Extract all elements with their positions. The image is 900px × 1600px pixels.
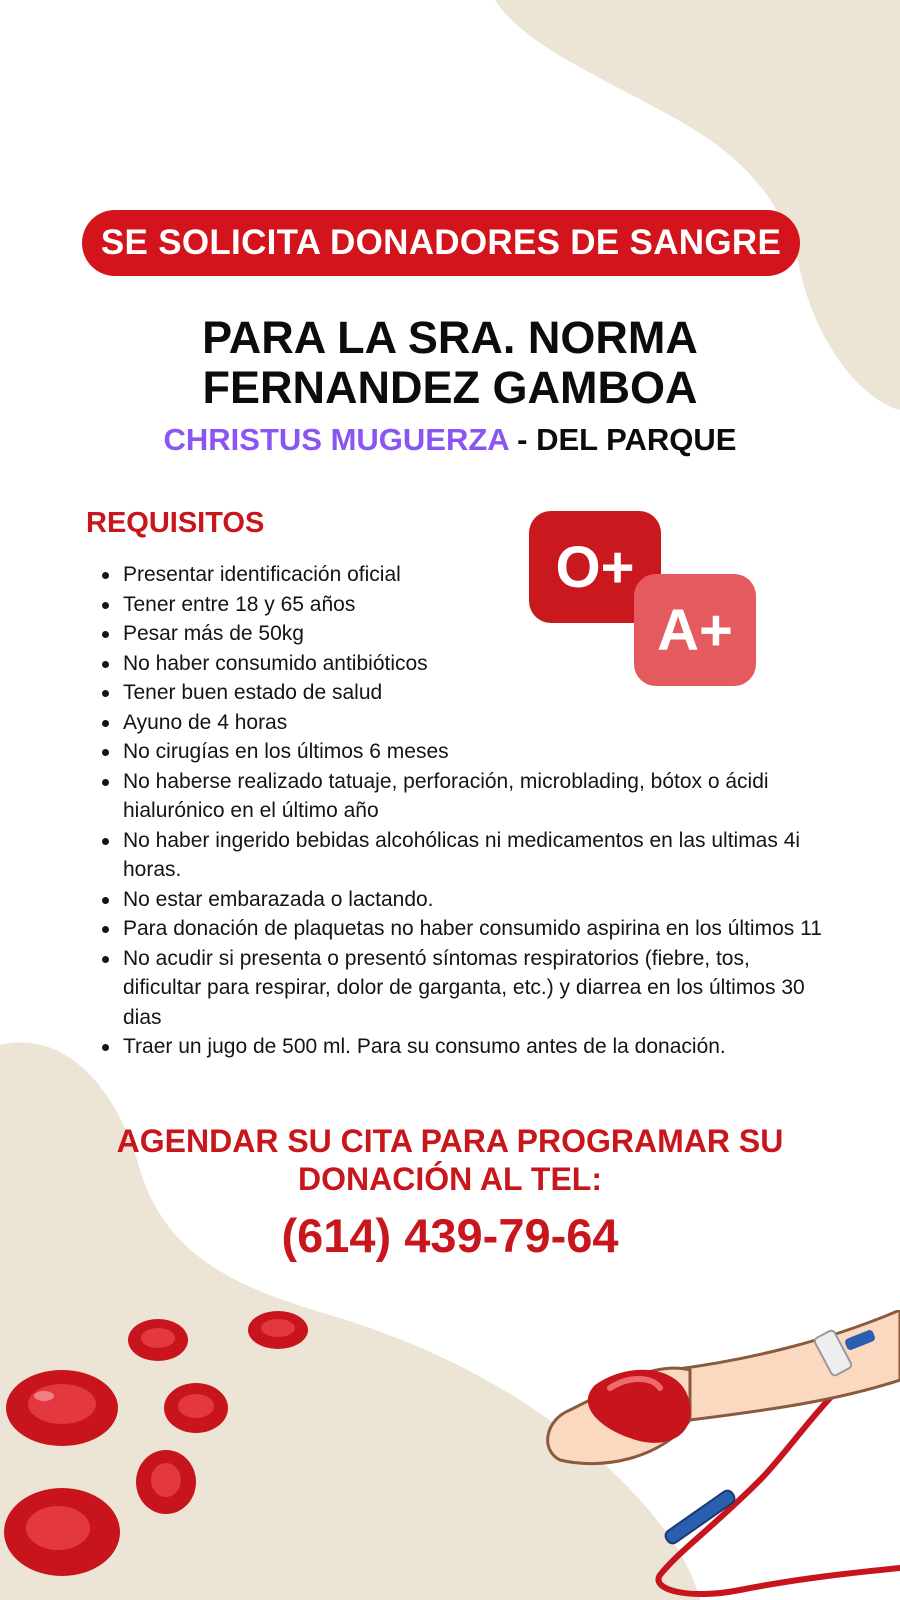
requirements-title: REQUISITOS	[86, 507, 265, 539]
list-item: No acudir si presenta o presentó síntomas respiratorios (fiebre, tos, dificultar para respirar, dolor de garganta, etc.) y diarrea en los últimos 30 dias	[96, 944, 826, 1033]
blood-cell-top	[128, 1319, 188, 1361]
blood-cell-large	[6, 1370, 118, 1446]
requirements-list	[96, 560, 826, 1062]
list-item: Ayuno de 4 horas	[96, 708, 826, 738]
list-item: No estar embarazada o lactando.	[96, 885, 826, 915]
blood-cell-bottom	[4, 1488, 120, 1576]
blood-type-o-positive-badge: O+	[529, 511, 661, 623]
hospital-brand: CHRISTUS MUGUERZA	[163, 422, 509, 457]
request-banner: SE SOLICITA DONADORES DE SANGRE	[82, 210, 800, 276]
phone-number: (614) 439-79-64	[281, 1209, 619, 1262]
list-item: No haber consumido antibióticos	[96, 649, 826, 679]
cta-line-1: AGENDAR SU CITA PARA PROGRAMAR SU	[116, 1123, 784, 1159]
hospital-name	[0, 422, 900, 458]
appointment-call-to-action	[0, 1122, 900, 1198]
forearm	[670, 1310, 900, 1420]
recipient-line-2: FERNANDEZ GAMBOA	[202, 362, 698, 413]
list-item: No cirugías en los últimos 6 meses	[96, 737, 826, 767]
list-item: No haberse realizado tatuaje, perforación, microblading, bótox o ácidi hialurónico en el último año	[96, 767, 826, 826]
donor-arm-icon	[540, 1310, 900, 1600]
recipient-name	[0, 313, 900, 413]
hospital-branch: - DEL PARQUE	[508, 422, 737, 457]
list-item: Tener entre 18 y 65 años	[96, 590, 826, 620]
list-item: Tener buen estado de salud	[96, 678, 826, 708]
blood-type-a-positive-badge: A+	[634, 574, 756, 686]
list-item: Presentar identificación oficial	[96, 560, 826, 590]
blood-cell-middle	[164, 1383, 228, 1433]
list-item: Para donación de plaquetas no haber consumido aspirina en los últimos 11	[96, 914, 826, 944]
list-item: No haber ingerido bebidas alcohólicas ni medicamentos en las ultimas 4i horas.	[96, 826, 826, 885]
red-blood-cells-icon	[0, 1300, 330, 1600]
list-item: Traer un jugo de 500 ml. Para su consumo antes de la donación.	[96, 1032, 826, 1062]
recipient-line-1: PARA LA SRA. NORMA	[202, 312, 698, 363]
list-item: Pesar más de 50kg	[96, 619, 826, 649]
blood-cell-right	[248, 1311, 308, 1349]
cta-line-2: DONACIÓN AL TEL:	[298, 1161, 602, 1197]
blood-cell-small	[136, 1450, 196, 1514]
